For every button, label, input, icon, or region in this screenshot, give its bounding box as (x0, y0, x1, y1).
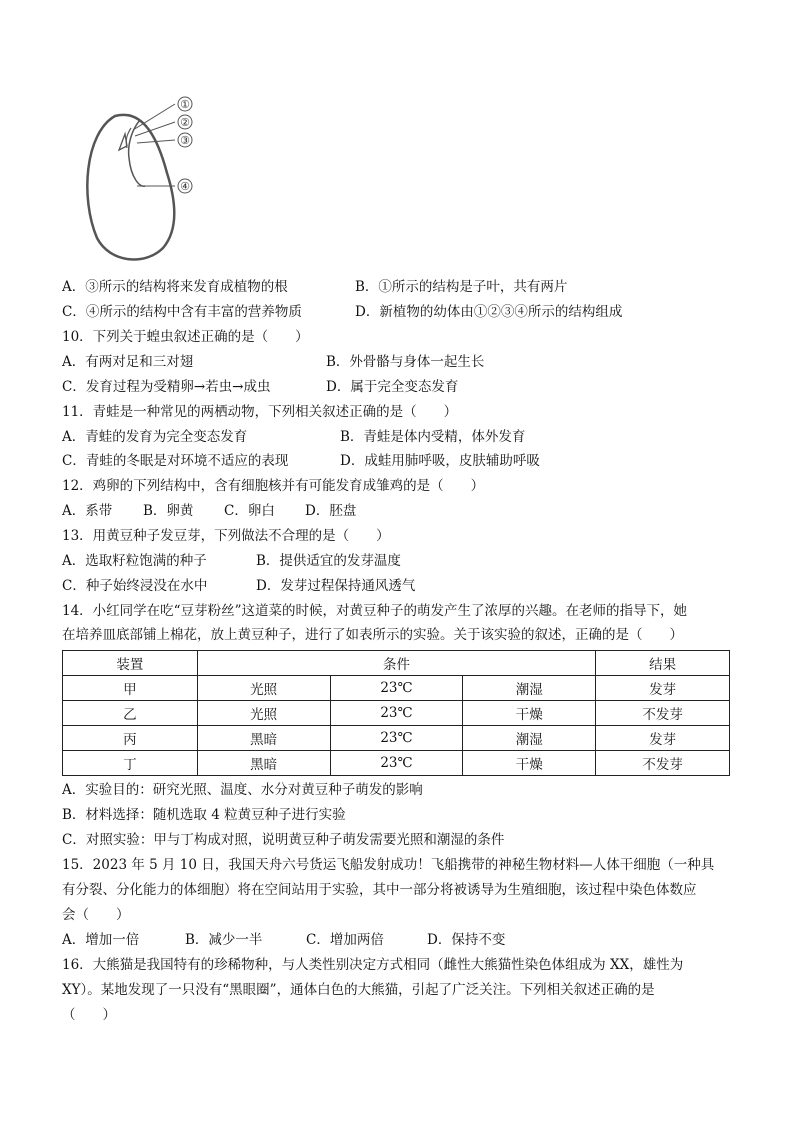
header-device: 装置 (63, 651, 198, 676)
q12-option-b: B．卵黄 (143, 503, 194, 519)
q15-stem-line2: 有分裂、分化能力的体细胞）将在空间站用于实验，其中一部分将被诱导为生殖细胞，该过程中染色体数应 (62, 882, 697, 898)
q10-option-b: B．外骨骼与身体一起生长 (326, 354, 485, 370)
cell-moisture: 潮湿 (463, 676, 596, 701)
q11-option-b: B．青蛙是体内受精，体外发育 (340, 429, 526, 445)
q10-option-a: A．有两对足和三对翅 (62, 354, 194, 370)
cell-moisture: 干燥 (463, 751, 596, 776)
figure-label-3: ③ (180, 134, 190, 147)
cell-light: 光照 (197, 676, 330, 701)
cell-device: 丙 (63, 726, 198, 751)
q13-option-d: D．发芽过程保持通风透气 (256, 578, 416, 594)
q15-option-c: C．增加两倍 (306, 932, 384, 948)
table-header-row (63, 651, 730, 676)
cell-light: 黑暗 (197, 726, 330, 751)
q12-stem: 12．鸡卵的下列结构中，含有细胞核并有可能发育成雏鸡的是（ ） (62, 478, 485, 494)
q12-option-c: C．卵白 (224, 503, 275, 519)
q15-option-a: A．增加一倍 (62, 932, 140, 948)
q9-option-a: A．③所示的结构将来发育成植物的根 (62, 279, 288, 295)
radicle-shape (129, 120, 145, 186)
q15-option-b: B．减少一半 (185, 932, 263, 948)
q13-stem: 13．用黄豆种子发豆芽，下列做法不合理的是（ ） (62, 528, 390, 544)
q9-option-d: D．新植物的幼体由①②③④所示的结构组成 (355, 304, 623, 320)
cell-result: 发芽 (596, 726, 730, 751)
q14-option-c: C．对照实验：甲与丁构成对照，说明黄豆种子萌发需要光照和潮湿的条件 (62, 832, 505, 848)
cell-result: 发芽 (596, 676, 730, 701)
cell-light: 黑暗 (197, 751, 330, 776)
q16-stem-line3: （ ） (62, 1007, 116, 1023)
cell-moisture: 潮湿 (463, 726, 596, 751)
cell-device: 丁 (63, 751, 198, 776)
q9-option-b: B．①所示的结构是子叶，共有两片 (355, 279, 568, 295)
header-conditions: 条件 (197, 651, 595, 676)
cell-temperature: 23℃ (330, 701, 463, 726)
cell-temperature: 23℃ (330, 676, 463, 701)
q16-stem-line1: 16．大熊猫是我国特有的珍稀物种，与人类性别决定方式相同（雌性大熊猫性染色体组成为 XX，雄性为 (62, 957, 684, 973)
q11-stem: 11．青蛙是一种常见的两栖动物，下列相关叙述正确的是（ ） (62, 404, 458, 420)
cell-temperature: 23℃ (330, 726, 463, 751)
table-row (63, 726, 730, 751)
table-row (63, 751, 730, 776)
q16-stem-line2: XY）。某地发现了一只没有“黑眼圈”，通体白色的大熊猫，引起了广泛关注。下列相关叙述正确的是 (62, 982, 655, 998)
q14-stem-line1: 14．小红同学在吃“豆芽粉丝”这道菜的时候，对黄豆种子的萌发产生了浓厚的兴趣。在老师的指导下，她 (62, 603, 687, 619)
q10-stem: 10．下列关于蝗虫叙述正确的是（ ） (62, 329, 309, 345)
header-result: 结果 (596, 651, 730, 676)
cell-moisture: 干燥 (463, 701, 596, 726)
q15-option-d: D．保持不变 (427, 932, 506, 948)
q15-stem-line1: 15．2023 年 5 月 10 日，我国天舟六号货运飞船发射成功！飞船携带的神秘生物材料—人体干细胞（一种具 (62, 857, 715, 873)
q13-option-a: A．选取籽粒饱满的种子 (62, 553, 207, 569)
q9-option-c: C．④所示的结构中含有丰富的营养物质 (62, 304, 302, 320)
q14-option-a: A．实验目的：研究光照、温度、水分对黄豆种子萌发的影响 (62, 782, 423, 798)
cell-result: 不发芽 (596, 751, 730, 776)
figure-label-4: ④ (180, 180, 190, 193)
cell-device: 甲 (63, 676, 198, 701)
cell-temperature: 23℃ (330, 751, 463, 776)
cell-device: 乙 (63, 701, 198, 726)
figure-label-2: ② (180, 116, 190, 129)
q13-option-c: C．种子始终浸没在水中 (62, 578, 208, 594)
q14-option-b: B．材料选择：随机选取 4 粒黄豆种子进行实验 (62, 807, 346, 823)
q14-stem-line2: 在培养皿底部铺上棉花，放上黄豆种子，进行了如表所示的实验。关于该实验的叙述，正确的是（ ） (62, 627, 683, 643)
q15-stem-line3: 会（ ） (62, 907, 130, 923)
q13-option-b: B．提供适宜的发芽温度 (256, 553, 401, 569)
figure-label-1: ① (180, 98, 190, 111)
cell-light: 光照 (197, 701, 330, 726)
cell-result: 不发芽 (596, 701, 730, 726)
q10-option-d: D．属于完全变态发育 (326, 379, 459, 395)
q11-option-d: D．成蛙用肺呼吸，皮肤辅助呼吸 (340, 453, 540, 469)
q12-option-d: D．胚盘 (305, 503, 357, 519)
table-row (63, 676, 730, 701)
q11-option-a: A．青蛙的发育为完全变态发育 (62, 429, 248, 445)
q11-option-c: C．青蛙的冬眠是对环境不适应的表现 (62, 453, 289, 469)
experiment-table (62, 650, 730, 776)
q10-option-c: C．发育过程为受精卵→若虫→成虫 (62, 379, 271, 395)
bean-seed-diagram (75, 88, 225, 268)
q12-option-a: A．系带 (62, 503, 113, 519)
table-row (63, 701, 730, 726)
